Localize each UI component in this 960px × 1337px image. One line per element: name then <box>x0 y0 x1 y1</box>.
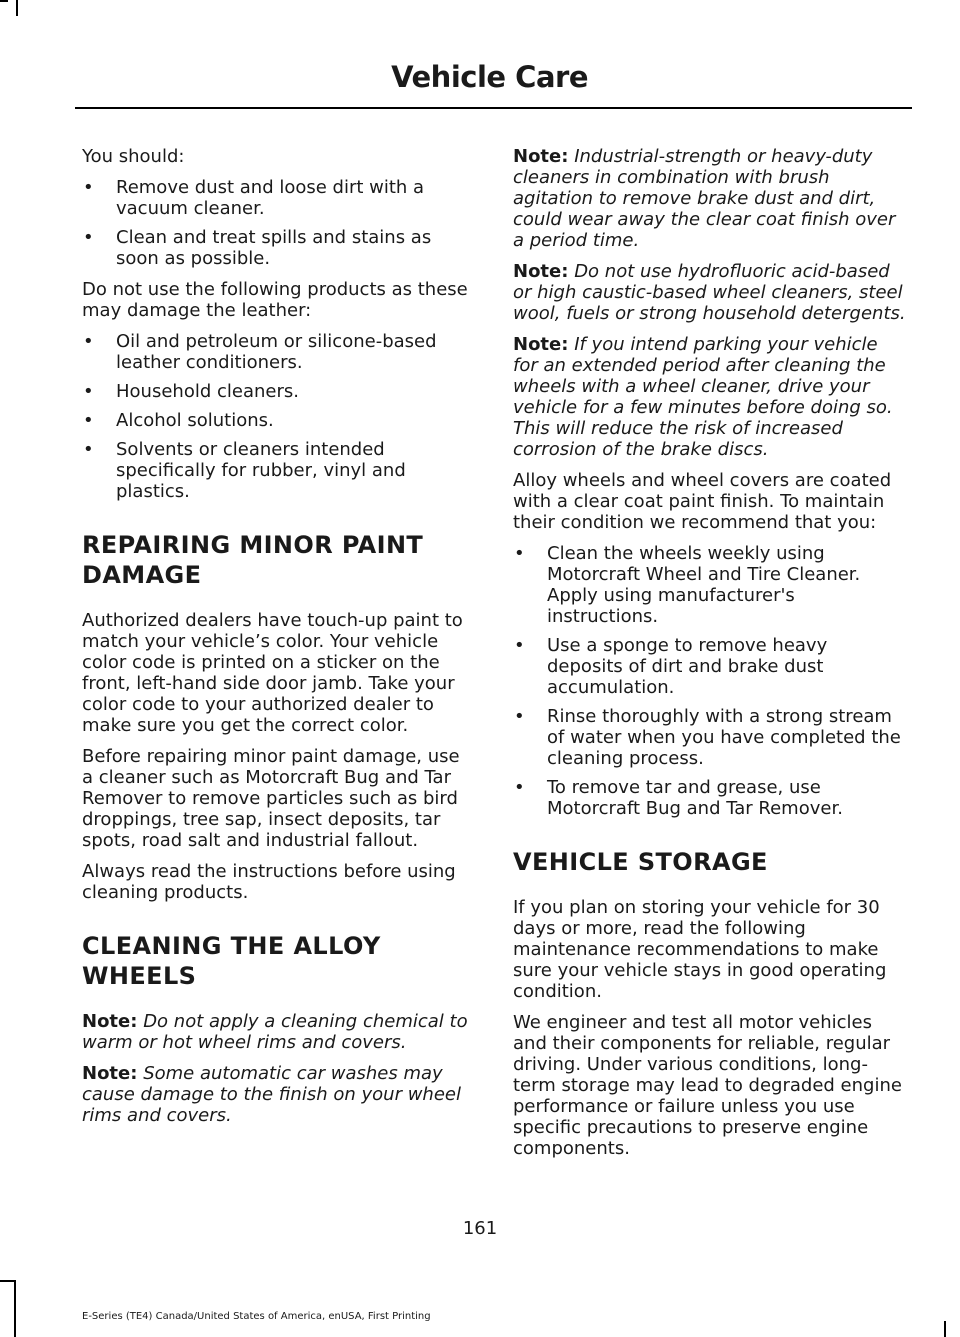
should-intro: You should: <box>82 146 185 167</box>
note-text: Some automatic car washes may cause damage to the finish on your wheel rims and covers. <box>82 1063 461 1126</box>
note <box>513 146 906 251</box>
list-item: • To remove tar and grease, use Motorcraft Bug and Tar Remover. <box>513 777 906 819</box>
list-item: • Household cleaners. <box>82 381 475 402</box>
crop-mark-bottom-left-vertical <box>14 1280 16 1337</box>
list-item: • Use a sponge to remove heavy deposits of dirt and brake dust accumulation. <box>513 635 906 698</box>
note <box>513 261 906 324</box>
page-title: Vehicle Care <box>391 60 588 94</box>
crop-mark-bottom-right <box>944 1321 946 1337</box>
note-text: If you intend parking your vehicle for an extended period after cleaning the wheels with a wheel cleaner, drive your vehicle for a few minutes before doing so. This will reduce the risk of increased corrosion of the brake discs. <box>513 334 893 460</box>
list-item: • Remove dust and loose dirt with a vacuum cleaner. <box>82 177 475 219</box>
list-item: • Alcohol solutions. <box>82 410 475 431</box>
note-label: Note: <box>513 261 569 282</box>
note-text: Industrial-strength or heavy-duty cleaners in combination with brush agitation to remove brake dust and dirt, could wear away the clear coat finish over a period time. <box>513 146 896 251</box>
note-label: Note: <box>82 1011 138 1032</box>
list-item: • Clean the wheels weekly using Motorcraft Wheel and Tire Cleaner. Apply using manufacturer's instructions. <box>513 543 906 627</box>
note-label: Note: <box>82 1063 138 1084</box>
header-rule <box>75 107 912 109</box>
crop-mark-bottom-left <box>0 1280 14 1282</box>
paint-paragraph: Before repairing minor paint damage, use a cleaner such as Motorcraft Bug and Tar Remover to remove particles such as bird droppings, tree sap, insect deposits, tar spots, road salt and industrial fallout. <box>82 746 460 851</box>
paint-paragraph: Authorized dealers have touch-up paint to match your vehicle’s color. Your vehicle color code is printed on a sticker on the front, left-hand side door jamb. Take your color code to your authorized dealer to make sure you get the correct color. <box>82 610 463 736</box>
should-list <box>82 177 475 269</box>
right-column <box>513 146 906 1169</box>
note-label: Note: <box>513 334 569 355</box>
avoid-intro: Do not use the following products as these may damage the leather: <box>82 279 468 321</box>
note-label: Note: <box>513 146 569 167</box>
note <box>82 1011 475 1053</box>
avoid-list <box>82 331 475 502</box>
alloy-paragraph: Alloy wheels and wheel covers are coated with a clear coat paint finish. To maintain their condition we recommend that you: <box>513 470 892 533</box>
note-text: Do not use hydrofluoric acid-based or high caustic-based wheel cleaners, steel wool, fuels or strong household detergents. <box>513 261 906 324</box>
note-text: Do not apply a cleaning chemical to warm or hot wheel rims and covers. <box>82 1011 468 1053</box>
paint-heading: REPAIRING MINOR PAINT DAMAGE <box>82 531 424 589</box>
list-item: • Rinse thoroughly with a strong stream of water when you have completed the cleaning process. <box>513 706 906 769</box>
alloy-list <box>513 543 906 819</box>
storage-paragraph: If you plan on storing your vehicle for 30 days or more, read the following maintenance recommendations to make sure your vehicle stays in good operating condition. <box>513 897 887 1002</box>
list-item: • Oil and petroleum or silicone-based leather conditioners. <box>82 331 475 373</box>
footer-edition: E-Series (TE4) Canada/United States of America, enUSA, First Printing <box>82 1311 431 1322</box>
storage-heading: VEHICLE STORAGE <box>513 848 768 876</box>
paint-paragraph: Always read the instructions before using cleaning products. <box>82 861 456 903</box>
list-item: • Clean and treat spills and stains as soon as possible. <box>82 227 475 269</box>
crop-mark-top-left <box>0 0 8 2</box>
left-column <box>82 146 475 1136</box>
page-number: 161 <box>462 1218 498 1239</box>
wheels-heading: CLEANING THE ALLOY WHEELS <box>82 932 381 990</box>
crop-mark-top-left-vertical <box>16 0 18 16</box>
note <box>513 334 906 460</box>
note <box>82 1063 475 1126</box>
list-item: • Solvents or cleaners intended specifically for rubber, vinyl and plastics. <box>82 439 475 502</box>
storage-paragraph: We engineer and test all motor vehicles and their components for reliable, regular driving. Under various conditions, long-term storage may lead to degraded engine performance or failure unless you use specific precautions to preserve engine components. <box>513 1012 902 1159</box>
